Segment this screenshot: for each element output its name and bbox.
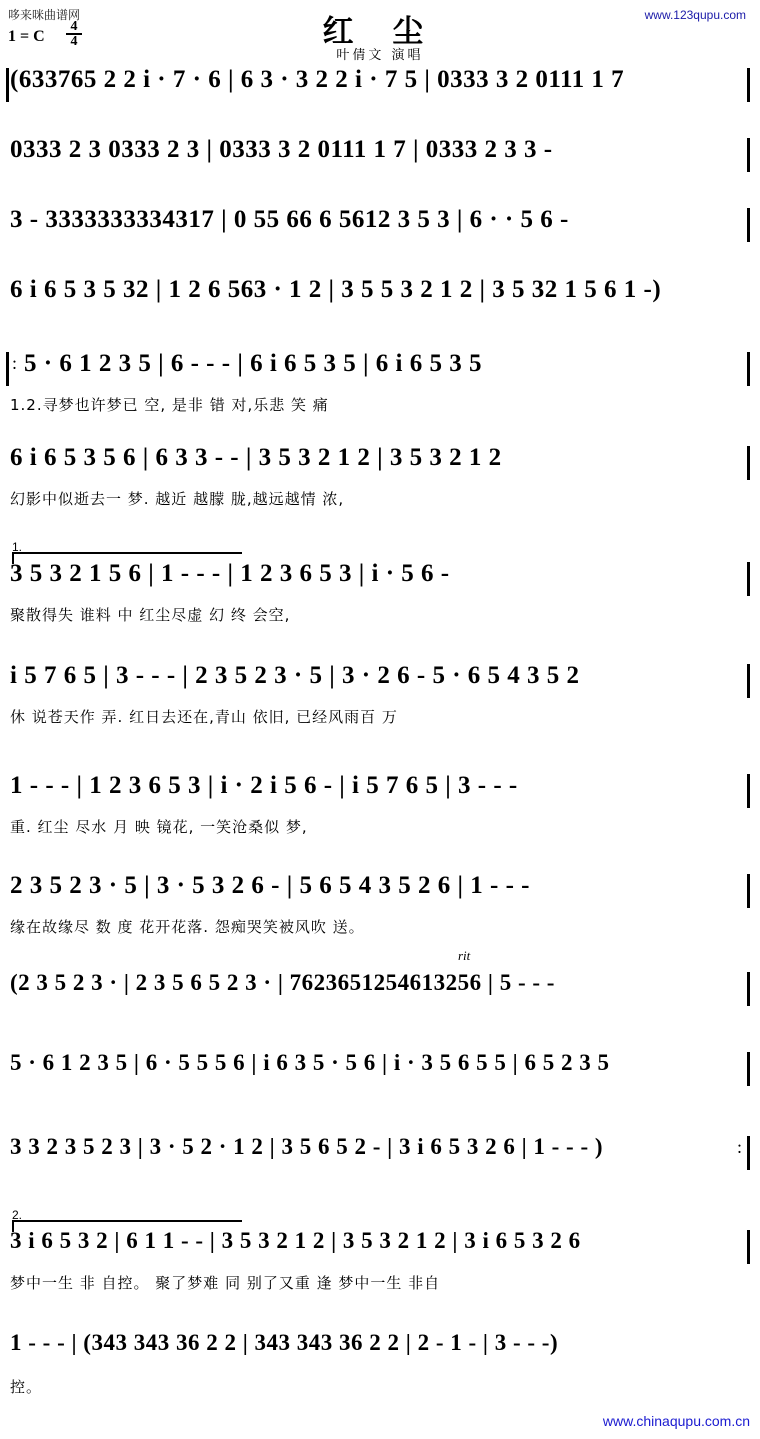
lyric-line: 1.2.寻梦也许梦已 空, 是非 错 对,乐悲 笑 痛	[10, 396, 329, 414]
note-sequence: 5 · 6 1 2 3 5 | 6 - - - | 6 i 6 5 3 5 | 6 i 6 5 3 5	[24, 350, 482, 377]
lyric-line: 幻影中似逝去一 梦. 越近 越朦 胧,越远越情 浓,	[10, 490, 345, 508]
note-sequence: 0333 2 3 0333 2 3 | 0333 3 2 0111 1 7 | 0333 2 3 3 -	[10, 136, 553, 163]
staff-line	[10, 1050, 750, 1096]
rit-marking: rit	[458, 948, 471, 963]
watermark-right: www.123qupu.com	[644, 8, 746, 22]
barline	[747, 68, 750, 102]
watermark-left: 哆来咪曲谱网	[8, 8, 81, 22]
note-sequence: (2 3 5 2 3 · | 2 3 5 6 5 2 3 · | 7623651254613256 | 5 - - -	[10, 970, 555, 995]
staff-line	[10, 872, 750, 936]
note-sequence: 6 i 6 5 3 5 32 | 1 2 6 563 · 1 2 | 3 5 5 3 2 1 2 | 3 5 32 1 5 6 1 -)	[10, 276, 662, 303]
staff-line	[10, 772, 750, 836]
note-sequence: 3 5 3 2 1 5 6 | 1 - - - | 1 2 3 6 5 3 | i · 5 6 -	[10, 560, 450, 587]
staff-line	[10, 350, 750, 414]
time-signature-numerator: 4	[70, 19, 78, 34]
barline	[747, 664, 750, 698]
lyric-line: 休 说苍天作 弄. 红日去还在,青山 依旧, 已经风雨百 万	[10, 708, 398, 726]
barline	[747, 446, 750, 480]
second-ending-label: 2.	[12, 1208, 23, 1222]
note-sequence: 1 - - - | 1 2 3 6 5 3 | i · 2 i 5 6 - | i 5 7 6 5 | 3 - - -	[10, 772, 518, 799]
barline	[747, 1052, 750, 1086]
barline	[747, 874, 750, 908]
staff-line	[10, 206, 750, 252]
staff-line	[10, 136, 750, 182]
key-signature: 1 = C	[8, 28, 45, 45]
note-sequence: 3 - 3333333334317 | 0 55 66 6 5612 3 5 3 | 6 · · 5 6 -	[10, 206, 569, 233]
first-ending-label: 1.	[12, 540, 23, 554]
page-title: 红 尘	[322, 14, 438, 50]
lyric-line: 缘在故缘尽 数 度 花开花落. 怨痴哭笑被风吹 送。	[10, 918, 365, 936]
barline	[747, 562, 750, 596]
lyric-line: 聚散得失 谁料 中 红尘尽虚 幻 终 会空,	[10, 606, 291, 624]
barline	[747, 138, 750, 172]
note-sequence: i 5 7 6 5 | 3 - - - | 2 3 5 2 3 · 5 | 3 · 2 6 - 5 · 6 5 4 3 5 2	[10, 662, 580, 689]
barline	[747, 774, 750, 808]
staff-line	[10, 970, 750, 1016]
repeat-sign: :	[12, 353, 18, 373]
barline	[747, 208, 750, 242]
time-signature-denominator: 4	[66, 33, 82, 48]
note-sequence: (633765 2 2 i · 7 · 6 | 6 3 · 3 2 2 i · 7 5 | 0333 3 2 0111 1 7	[10, 66, 625, 93]
barline	[747, 972, 750, 1006]
lyric-line: 重. 红尘 尽水 月 映 镜花, 一笑沧桑似 梦,	[10, 818, 308, 836]
lyric-line: 控。	[10, 1378, 43, 1396]
staff-line	[10, 1228, 750, 1292]
staff-line	[10, 276, 750, 322]
lyric-line: 梦中一生 非 自控。 聚了梦难 同 别了又重 逢 梦中一生 非自	[10, 1274, 441, 1292]
barline	[747, 352, 750, 386]
staff-line	[10, 662, 750, 726]
singer-credit: 叶倩文 演唱	[336, 48, 424, 63]
repeat-sign: :	[736, 1137, 742, 1157]
staff-line	[10, 560, 750, 624]
note-sequence: 3 i 6 5 3 2 | 6 1 1 - - | 3 5 3 2 1 2 | 3 5 3 2 1 2 | 3 i 6 5 3 2 6	[10, 1228, 581, 1253]
staff-line	[10, 444, 750, 508]
barline	[6, 68, 9, 102]
staff-line	[10, 1134, 750, 1180]
note-sequence: 5 · 6 1 2 3 5 | 6 · 5 5 5 6 | i 6 3 5 · 5 6 | i · 3 5 6 5 5 | 6 5 2 3 5	[10, 1050, 610, 1075]
note-sequence: 6 i 6 5 3 5 6 | 6 3 3 - - | 3 5 3 2 1 2 | 3 5 3 2 1 2	[10, 444, 502, 471]
time-signature	[66, 20, 82, 48]
note-sequence: 2 3 5 2 3 · 5 | 3 · 5 3 2 6 - | 5 6 5 4 3 5 2 6 | 1 - - -	[10, 872, 530, 899]
barline	[6, 352, 9, 386]
barline	[747, 1230, 750, 1264]
note-sequence: 3 3 2 3 5 2 3 | 3 · 5 2 · 1 2 | 3 5 6 5 2 - | 3 i 6 5 3 2 6 | 1 - - - )	[10, 1134, 604, 1159]
staff-line	[10, 66, 750, 112]
barline	[747, 1136, 750, 1170]
footer-link[interactable]: www.chinaqupu.com.cn	[602, 1413, 750, 1429]
note-sequence: 1 - - - | (343 343 36 2 2 | 343 343 36 2 2 | 2 - 1 - | 3 - - -)	[10, 1330, 559, 1355]
staff-line	[10, 1330, 750, 1394]
